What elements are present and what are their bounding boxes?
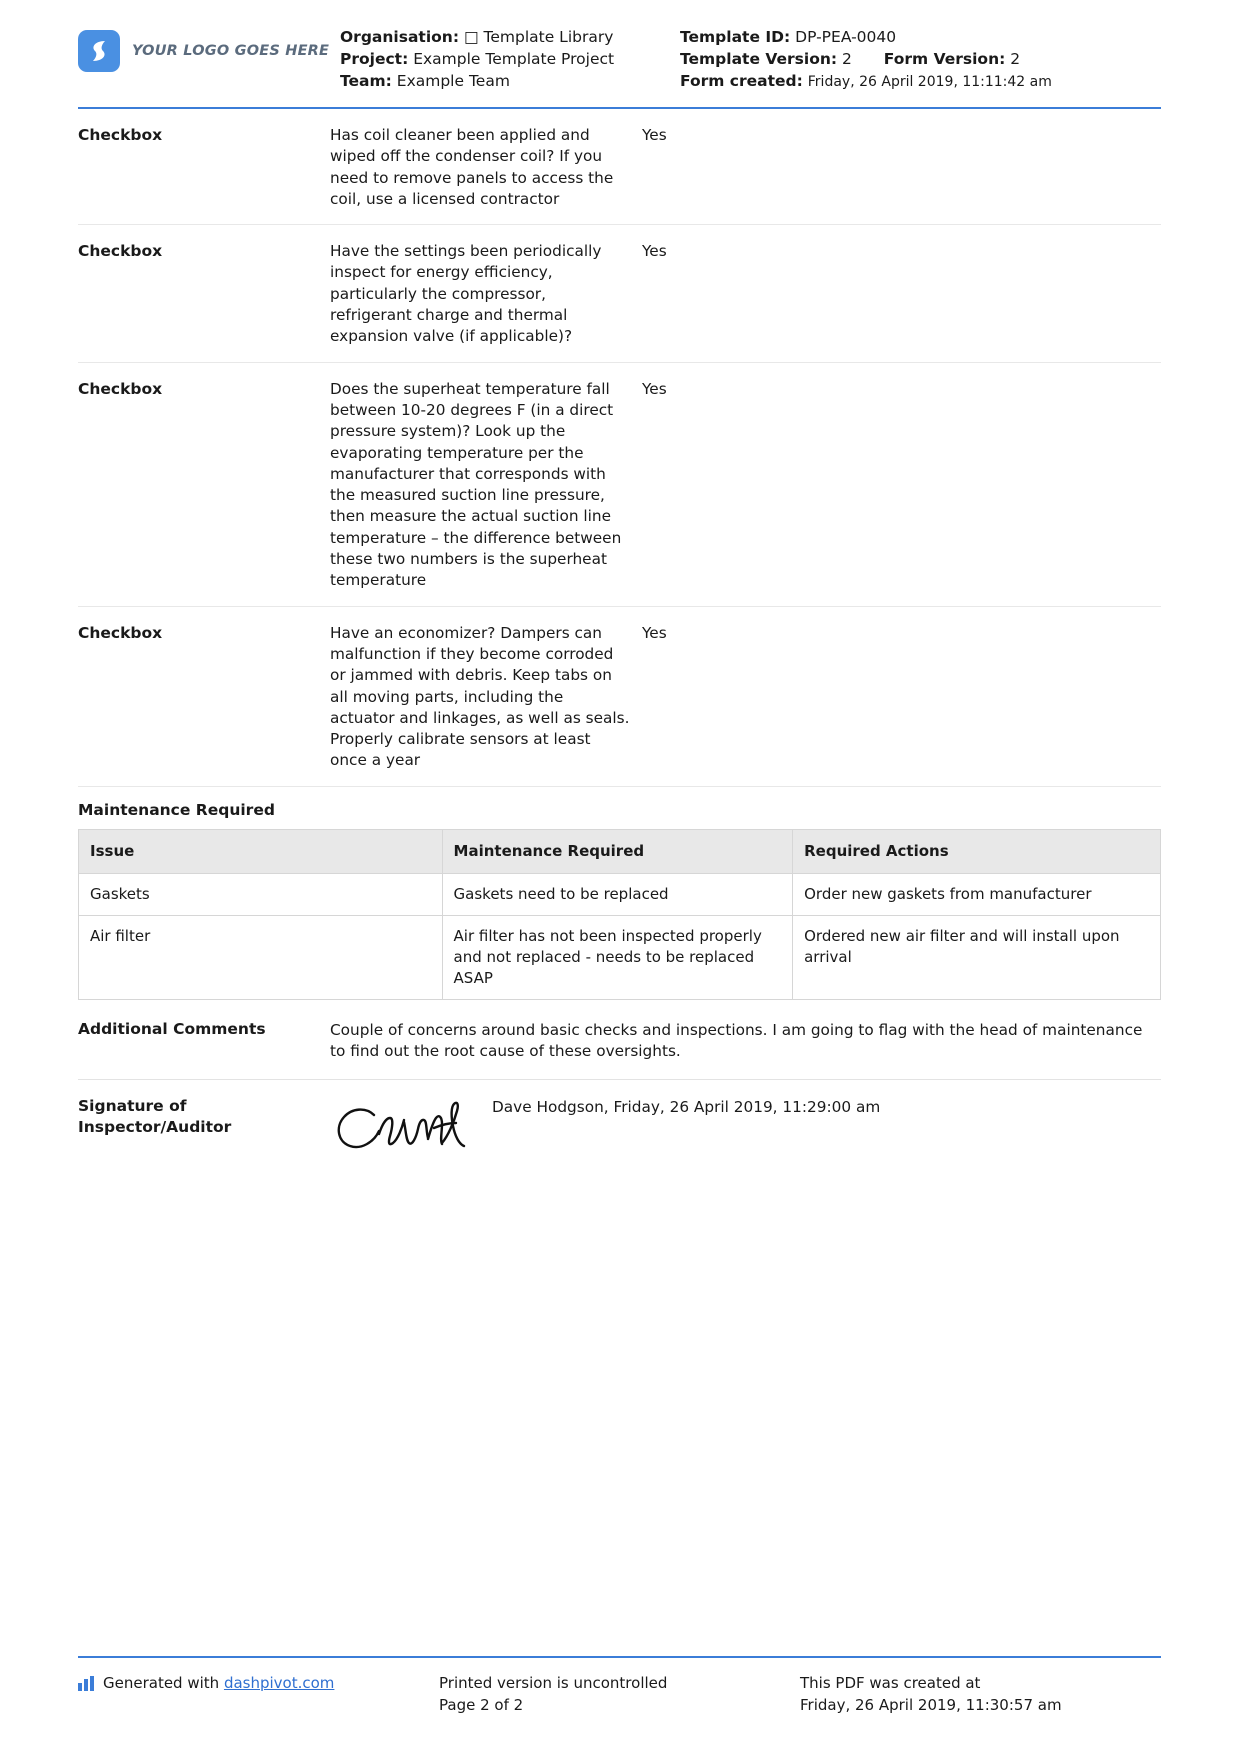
row-question: Has coil cleaner been applied and wiped off the condenser coil? If you need to remove panels to access the coil, use a licensed contractor [330, 126, 614, 208]
cell-maintenance-required: Gaskets need to be replaced [442, 873, 793, 915]
additional-comments-label: Additional Comments [78, 1019, 266, 1038]
organisation-label: Organisation: [340, 28, 460, 46]
logo-text: YOUR LOGO GOES HERE [132, 43, 330, 59]
team-label: Team: [340, 72, 392, 90]
project-line [340, 48, 680, 70]
document-footer [78, 1656, 1161, 1716]
maintenance-section-title: Maintenance Required [78, 800, 275, 819]
form-created-label: Form created: [680, 72, 803, 90]
table-row [78, 109, 1161, 225]
dashpivot-link[interactable]: dashpivot.com [223, 1674, 335, 1692]
footer-created-label: This PDF was created at [800, 1674, 981, 1692]
form-created-value: Friday, 26 April 2019, 11:11:42 am [807, 74, 1052, 90]
team-line [340, 70, 680, 92]
row-answer: Yes [642, 126, 667, 144]
template-version-value: 2 [842, 50, 852, 68]
table-row [79, 873, 1161, 915]
table-row [78, 225, 1161, 362]
template-id-value: DP-PEA-0040 [795, 28, 897, 46]
row-answer: Yes [642, 242, 667, 261]
table-row [78, 607, 1161, 787]
signature-label: Signature of Inspector/Auditor [78, 1096, 232, 1136]
row-label: Checkbox [78, 623, 163, 642]
column-header-maintenance-required: Maintenance Required [442, 829, 793, 873]
footer-created-at [800, 1672, 1161, 1716]
checkbox-rows [78, 109, 1161, 787]
footer-generated-text [103, 1672, 334, 1694]
project-value: Example Template Project [413, 50, 615, 68]
organisation-line [340, 26, 680, 48]
row-answer: Yes [642, 379, 667, 398]
template-id-line [680, 26, 1161, 48]
signature-meta: Dave Hodgson, Friday, 26 April 2019, 11:29:00 am [492, 1097, 881, 1116]
bar-chart-icon [78, 1672, 95, 1697]
form-version-label: Form Version: [883, 50, 1006, 68]
footer-generated-with [78, 1672, 439, 1716]
additional-comments-section [78, 1004, 1161, 1080]
maintenance-table [78, 829, 1161, 1000]
form-version-value: 2 [1010, 50, 1021, 68]
form-created-line [680, 70, 1161, 93]
row-question: Does the superheat temperature fall between 10-20 degrees F (in a direct pressure system)? Look up the evaporating temperature per the manufacturer that corresponds with the measured suction line pressure, then measure the actual suction line temperature – the difference between these two numbers is the superheat temperature [330, 379, 622, 590]
footer-created-timestamp: Friday, 26 April 2019, 11:30:57 am [800, 1696, 1062, 1714]
team-value: Example Team [396, 72, 510, 90]
organisation-value: □ Template Library [463, 28, 614, 46]
footer-generated-prefix: Generated with [103, 1674, 224, 1692]
header-meta-right [680, 18, 1161, 93]
footer-uncontrolled-text: Printed version is uncontrolled [439, 1674, 668, 1692]
handwritten-signature [330, 1096, 492, 1164]
project-label: Project: [340, 50, 409, 68]
template-id-label: Template ID: [680, 28, 791, 46]
row-label: Checkbox [78, 126, 163, 144]
column-header-required-actions: Required Actions [793, 829, 1161, 873]
row-label: Checkbox [78, 242, 163, 261]
header-meta-left [340, 18, 680, 92]
version-line [680, 48, 1161, 70]
cell-issue: Gaskets [79, 873, 443, 915]
logo-block [78, 18, 340, 72]
table-header-row [79, 829, 1161, 873]
footer-page-number: Page 2 of 2 [439, 1696, 524, 1714]
row-question: Have the settings been periodically inspect for energy efficiency, particularly the compressor, refrigerant charge and thermal expansion valve (if applicable)? [330, 242, 602, 346]
cell-maintenance-required: Air filter has not been inspected properly and not replaced - needs to be replaced ASAP [442, 915, 793, 999]
cell-issue: Air filter [79, 915, 443, 999]
table-row [78, 363, 1161, 607]
row-answer: Yes [642, 623, 667, 642]
column-header-issue: Issue [79, 829, 443, 873]
row-label: Checkbox [78, 379, 163, 398]
document-header [78, 0, 1161, 103]
cell-required-actions: Order new gaskets from manufacturer [793, 873, 1161, 915]
dashpivot-logo-icon [78, 30, 120, 72]
signature-section [78, 1080, 1161, 1164]
row-question: Have an economizer? Dampers can malfunction if they become corroded or jammed with debris. Keep tabs on all moving parts, including the actuator and linkages, as well as seals. Properly calibrate sensors at least once a year [330, 623, 630, 770]
cell-required-actions: Ordered new air filter and will install upon arrival [793, 915, 1161, 999]
additional-comments-text: Couple of concerns around basic checks and inspections. I am going to flag with the head of maintenance to find out the root cause of these oversights. [330, 1020, 1143, 1061]
footer-print-notice [439, 1672, 800, 1716]
template-version-label: Template Version: [680, 50, 838, 68]
table-row [79, 915, 1161, 999]
